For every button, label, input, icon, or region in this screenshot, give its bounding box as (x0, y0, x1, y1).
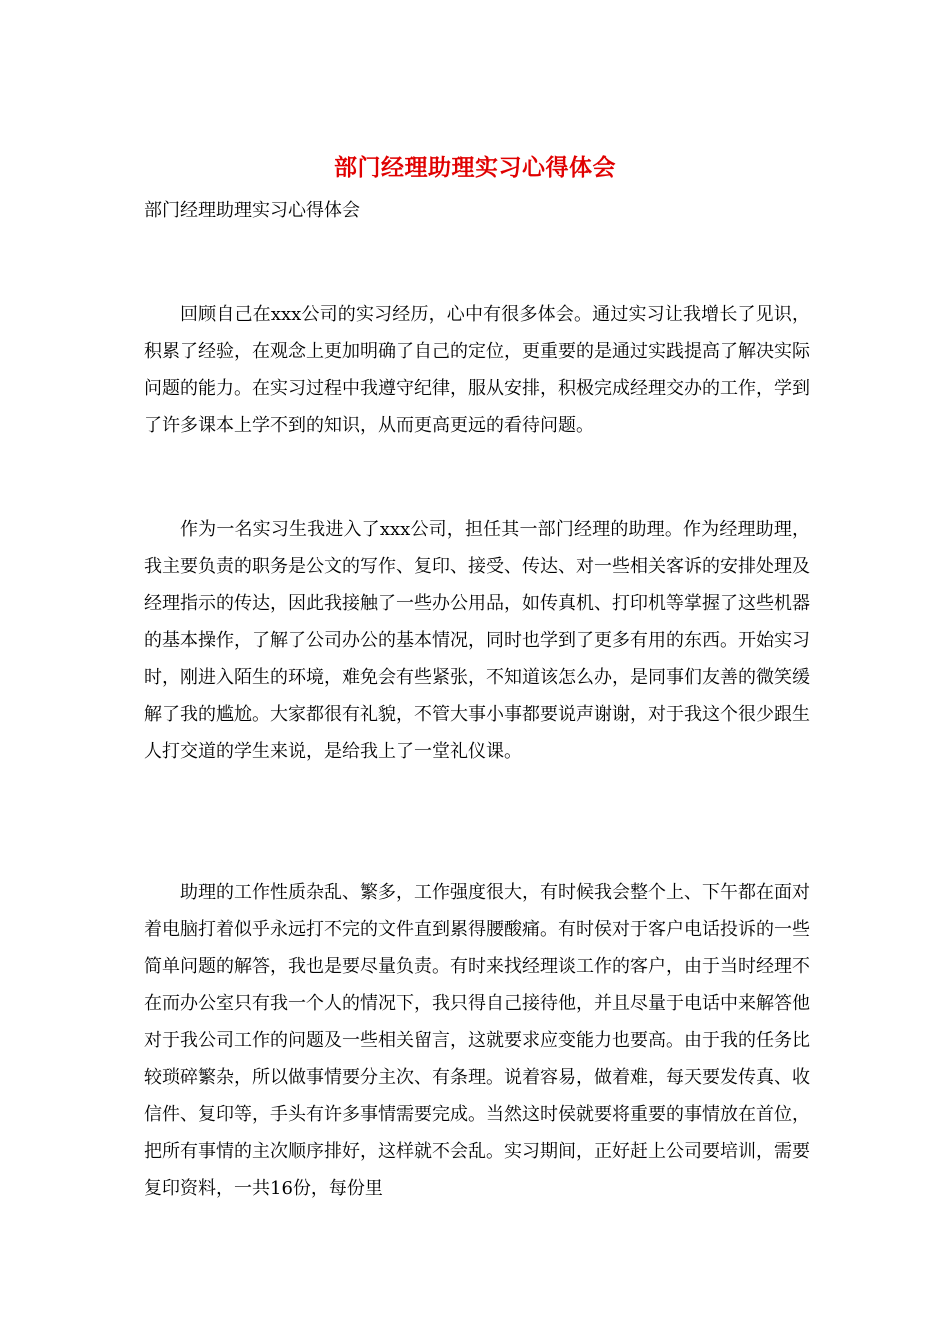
paragraph-1: 回顾自己在xxx公司的实习经历，心中有很多体会。通过实习让我增长了见识，积累了经验，在观念上更加明确了自己的定位，更重要的是通过实践提高了解决实际问题的能力。在实习过程中我遵守纪律，服从安排，积极完成经理交办的工作，学到了许多课本上学不到的知识，从而更高更远的看待问题。 (144, 304, 810, 436)
paragraph-2: 作为一名实习生我进入了xxx公司，担任其一部门经理的助理。作为经理助理，我主要负责的职务是公文的写作、复印、接受、传达、对一些相关客诉的安排处理及经理指示的传达，因此我接触了一些办公用品，如传真机、打印机等掌握了这些机器的基本操作，了解了公司办公的基本情况，同时也学到了更多有用的东西。开始实习时，刚进入陌生的环境，难免会有些紧张，不知道该怎么办，是同事们友善的微笑缓解了我的尴尬。大家都很有礼貌，不管大事小事都要说声谢谢，对于我这个很少跟生人打交道的学生来说，是给我上了一堂礼仪课。 (144, 519, 810, 762)
paragraph-3: 助理的工作性质杂乱、繁多，工作强度很大，有时候我会整个上、下午都在面对着电脑打着似乎永远打不完的文件直到累得腰酸痛。有时侯对于客户电话投诉的一些简单问题的解答，我也是要尽量负责。有时来找经理谈工作的客户，由于当时经理不在而办公室只有我一个人的情况下，我只得自己接待他，并且尽量于电话中来解答他对于我公司工作的问题及一些相关留言，这就要求应变能力也要高。由于我的任务比较琐碎繁杂，所以做事情要分主次、有条理。说着容易，做着难，每天要发传真、收信件、复印等，手头有许多事情需要完成。当然这时侯就要将重要的事情放在首位，把所有事情的主次顺序排好，这样就不会乱。实习期间，正好赶上公司要培训，需要复印资料，一共16份，每份里 (144, 882, 810, 1199)
document-title: 部门经理助理实习心得体会 (334, 154, 616, 181)
document-subtitle: 部门经理助理实习心得体会 (144, 200, 360, 221)
